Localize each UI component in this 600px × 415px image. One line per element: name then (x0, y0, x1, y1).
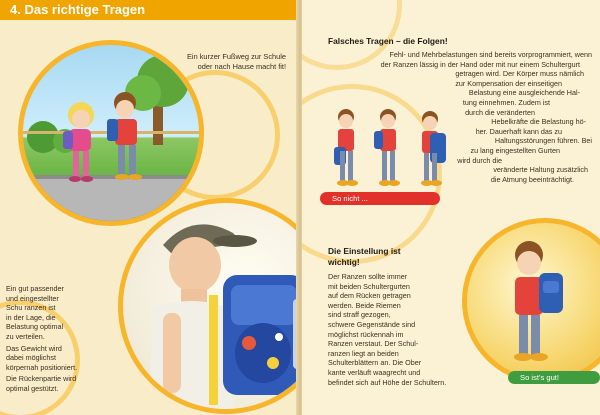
text-line: Schu ranzen ist (6, 303, 56, 313)
text-line: optimal gestützt. (6, 383, 59, 393)
walking-to-school-illustration (18, 40, 204, 226)
wrong-carrying-illustration (326, 105, 454, 191)
text-line: getragen wird. Der Körper muss nämlich (455, 69, 584, 79)
text-line: zur Kompensation der einseitigen (455, 78, 562, 88)
text-line: werden. Beide Riemen (328, 300, 401, 310)
text-line: der Ranzen lässig in der Hand oder mit nur einem Schultergurt (380, 59, 580, 69)
text-line: die Atmung beeinträchtigt. (490, 174, 574, 184)
text-line: Das Gewicht wird (6, 343, 62, 353)
text-line: Belastung optimal (6, 322, 64, 332)
left-page (0, 0, 298, 415)
text-line: in der Lage, die (6, 312, 56, 322)
text-line: Ein gut passender (6, 284, 64, 293)
text-line: Haltungsstörungen führen. Bei (494, 136, 592, 146)
text-line: her. Dauerhaft kann das zu (475, 126, 562, 136)
text-line: Der Ranzen sollte immer (328, 272, 408, 281)
text-line: schwere Gegenstände sind (328, 319, 416, 329)
text-line: Fehl- und Mehrbelastungen sind bereits vorprogrammiert, wenn (389, 50, 592, 59)
text-line: mit beiden Schultergurten (328, 281, 410, 291)
text-line: kante verläuft waagrecht und (328, 367, 421, 377)
text-line: körpernah positioniert. (6, 362, 78, 372)
text-line: Hebelkräfte die Belastung hö- (491, 117, 586, 127)
text-line: Ranzen verstaut. Der Schul- (328, 339, 419, 349)
right-label-badge: So ist's gut! (508, 371, 600, 384)
heading-line: wichtig! (328, 257, 360, 267)
correct-carrying-illustration (462, 218, 600, 384)
text-line: tung einnehmen. Zudem ist (462, 97, 550, 107)
section-heading-wrong: Falsches Tragen – die Folgen! (328, 36, 448, 46)
text-line: befindet sich auf Höhe der Schultern. (328, 377, 447, 387)
text-line: auf dem Rücken getragen (328, 291, 411, 301)
text-line: möglichst rückennah im (328, 329, 404, 339)
section-heading-setting (328, 246, 401, 268)
text-line: Belastung eine ausgleichende Hal- (468, 88, 580, 98)
text-line: ranzen liegt an beiden (328, 348, 399, 358)
text-line: wird durch die (457, 155, 502, 165)
fit-description (6, 284, 116, 394)
correct-posture-boy-drawing (467, 223, 600, 379)
text-line: Die Rückenpartie wird (6, 374, 77, 384)
caption-line: Ein kurzer Fußweg zur Schule (187, 52, 286, 61)
text-line: veränderte Haltung zusätzlich (493, 165, 588, 175)
child-with-backpack-drawing (123, 203, 298, 409)
text-line: sind straff gezogen, (328, 310, 391, 320)
text-line: und eingestellter (6, 293, 59, 303)
wrong-label-badge: So nicht ... (320, 192, 440, 205)
page-title: 4. Das richtige Tragen (10, 2, 146, 17)
caption-line: oder nach Hause macht fit! (197, 62, 286, 71)
text-line: zu verteilen. (6, 331, 45, 341)
walking-children-drawing (23, 45, 199, 221)
text-line: zu lang eingestellten Gurten (470, 145, 560, 155)
walking-caption (178, 52, 286, 72)
text-line: durch die veränderten (465, 107, 535, 117)
text-line: dabei möglichst (6, 353, 56, 363)
text-line: Schulterblättern an. Die Ober (328, 358, 422, 368)
backpack-photo (118, 198, 298, 414)
title-band (0, 0, 298, 20)
heading-line: Die Einstellung ist (328, 246, 401, 256)
